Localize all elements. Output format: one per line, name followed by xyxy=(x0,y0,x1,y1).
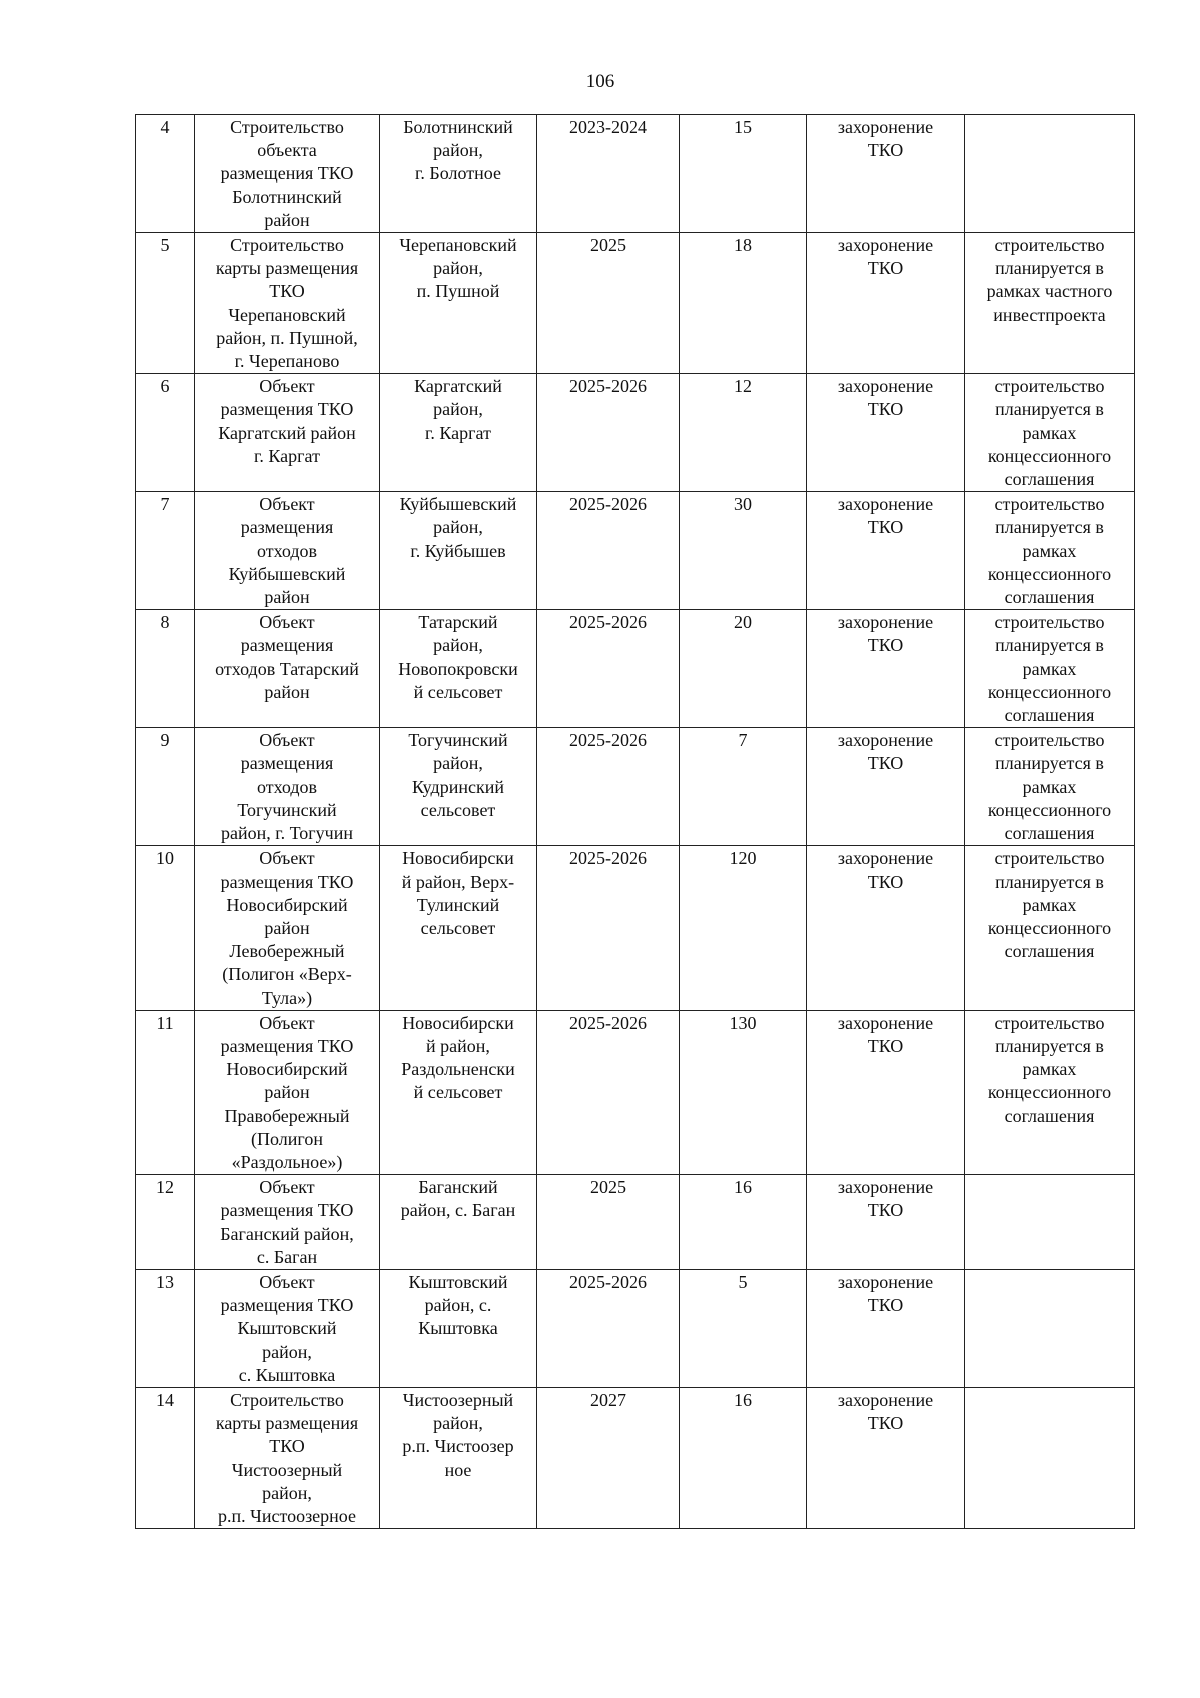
page-number: 106 xyxy=(585,71,615,92)
cell-number: 14 xyxy=(136,1387,195,1528)
cell-location-line: Татарский xyxy=(418,612,498,633)
cell-object-name-line: район xyxy=(264,917,310,938)
cell-location-line: г. Болотное xyxy=(415,163,501,184)
cell-note xyxy=(965,374,1135,492)
cell-note-line: концессионного xyxy=(987,563,1112,584)
cell-note-line: планируется в xyxy=(995,399,1104,420)
cell-object-name-line: карты размещения xyxy=(215,258,359,279)
cell-object-name xyxy=(195,1175,380,1270)
cell-object-name-line: размещения ТКО xyxy=(220,871,354,892)
cell-purpose-line: ТКО xyxy=(867,399,904,420)
cell-note-line: строительство xyxy=(994,494,1105,515)
cell-number: 5 xyxy=(136,233,195,374)
table-body xyxy=(136,115,1135,1529)
cell-object-name-line: (Полигон «Верх- xyxy=(222,964,352,985)
cell-number: 7 xyxy=(136,492,195,610)
cell-location-line: Новосибирски xyxy=(402,1012,514,1033)
cell-purpose-line: захоронение xyxy=(837,235,934,256)
cell-object-name-line: Объект xyxy=(259,848,315,869)
cell-note-line: планируется в xyxy=(995,753,1104,774)
cell-object-name-line: Тогучинский xyxy=(237,799,337,820)
cell-object-name-line: отходов xyxy=(256,776,318,797)
cell-object-name xyxy=(195,374,380,492)
cell-object-name-line: с. Баган xyxy=(256,1246,318,1267)
cell-location-line: г. Каргат xyxy=(425,422,491,443)
cell-note-line: соглашения xyxy=(1004,587,1095,608)
cell-purpose-line: захоронение xyxy=(837,376,934,397)
cell-location-line: й сельсовет xyxy=(413,681,503,702)
cell-location-line: район, xyxy=(433,753,483,774)
cell-location xyxy=(380,233,537,374)
cell-object-name-line: Левобережный xyxy=(229,941,345,962)
cell-note-line: планируется в xyxy=(995,1035,1104,1056)
table-row xyxy=(136,846,1135,1010)
cell-object-name-line: Правобережный xyxy=(224,1105,350,1126)
cell-period: 2025-2026 xyxy=(537,728,680,846)
cell-note xyxy=(965,1387,1135,1528)
cell-note-line: рамках частного xyxy=(986,281,1113,302)
cell-period: 2025-2026 xyxy=(537,492,680,610)
cell-number: 11 xyxy=(136,1010,195,1174)
cell-purpose-line: ТКО xyxy=(867,258,904,279)
cell-note xyxy=(965,492,1135,610)
cell-number: 12 xyxy=(136,1175,195,1270)
cell-purpose-line: ТКО xyxy=(867,635,904,656)
cell-capacity: 15 xyxy=(680,115,807,233)
cell-note xyxy=(965,610,1135,728)
cell-object-name-line: район, xyxy=(262,1482,312,1503)
cell-purpose-line: ТКО xyxy=(867,1200,904,1221)
cell-object-name-line: ТКО xyxy=(269,1436,305,1457)
cell-location-line: Новопокровски xyxy=(398,658,518,679)
cell-object-name-line: ТКО xyxy=(269,281,305,302)
cell-object-name-line: район xyxy=(264,587,310,608)
cell-note-line: соглашения xyxy=(1004,823,1095,844)
cell-purpose-line: захоронение xyxy=(837,1389,934,1410)
cell-location-line: й район, xyxy=(426,1035,490,1056)
cell-purpose-line: захоронение xyxy=(837,848,934,869)
cell-period: 2027 xyxy=(537,1387,680,1528)
cell-location-line: Кыштовский xyxy=(408,1271,508,1292)
cell-purpose-line: ТКО xyxy=(867,517,904,538)
cell-period: 2025-2026 xyxy=(537,1010,680,1174)
cell-location-line: Баганский xyxy=(418,1177,498,1198)
cell-object-name-line: размещения ТКО xyxy=(220,1295,354,1316)
cell-purpose-line: ТКО xyxy=(867,1413,904,1434)
cell-location xyxy=(380,374,537,492)
cell-period: 2025-2026 xyxy=(537,846,680,1010)
cell-location-line: Куйбышевский xyxy=(399,494,517,515)
cell-purpose-line: захоронение xyxy=(837,612,934,633)
cell-note-line: строительство xyxy=(994,235,1105,256)
cell-period: 2025-2026 xyxy=(537,374,680,492)
cell-note-line: рамках xyxy=(1022,422,1077,443)
table-row xyxy=(136,1010,1135,1174)
cell-object-name xyxy=(195,610,380,728)
facilities-table xyxy=(135,114,1135,1529)
cell-period: 2025-2026 xyxy=(537,610,680,728)
cell-object-name-line: (Полигон xyxy=(251,1128,323,1149)
cell-object-name-line: отходов Татарский xyxy=(215,658,359,679)
cell-note-line: рамках xyxy=(1022,894,1077,915)
cell-location-line: Тогучинский xyxy=(408,730,508,751)
cell-object-name-line: Новосибирский xyxy=(226,1059,348,1080)
cell-purpose xyxy=(807,374,965,492)
cell-note-line: строительство xyxy=(994,730,1105,751)
cell-location-line: район, xyxy=(433,635,483,656)
cell-object-name xyxy=(195,492,380,610)
cell-number: 6 xyxy=(136,374,195,492)
cell-number: 8 xyxy=(136,610,195,728)
cell-note-line: рамках xyxy=(1022,658,1077,679)
cell-object-name-line: район xyxy=(264,1082,310,1103)
cell-object-name xyxy=(195,1269,380,1387)
cell-note-line: соглашения xyxy=(1004,1105,1095,1126)
cell-purpose xyxy=(807,233,965,374)
cell-period: 2025 xyxy=(537,233,680,374)
cell-purpose-line: захоронение xyxy=(837,730,934,751)
cell-purpose-line: ТКО xyxy=(867,1035,904,1056)
cell-object-name-line: Объект xyxy=(259,612,315,633)
cell-note-line: рамках xyxy=(1022,776,1077,797)
cell-object-name-line: Болотнинский xyxy=(232,186,342,207)
cell-object-name-line: Кыштовский xyxy=(237,1318,337,1339)
cell-object-name-line: район xyxy=(264,681,310,702)
cell-object-name-line: размещения ТКО xyxy=(220,1035,354,1056)
cell-location xyxy=(380,610,537,728)
cell-note xyxy=(965,1175,1135,1270)
cell-object-name-line: Строительство xyxy=(230,117,344,137)
cell-location-line: сельсовет xyxy=(420,917,496,938)
cell-purpose-line: ТКО xyxy=(867,871,904,892)
cell-number: 10 xyxy=(136,846,195,1010)
cell-object-name-line: Черепановский xyxy=(228,304,346,325)
cell-location-line: п. Пушной xyxy=(416,281,500,302)
cell-purpose-line: захоронение xyxy=(837,494,934,515)
cell-note-line: рамках xyxy=(1022,540,1077,561)
cell-object-name-line: объекта xyxy=(257,140,317,161)
cell-purpose-line: захоронение xyxy=(837,1271,934,1292)
cell-note-line: рамках xyxy=(1022,1059,1077,1080)
cell-object-name-line: р.п. Чистоозерное xyxy=(217,1505,357,1526)
cell-location-line: район, xyxy=(433,258,483,279)
cell-location-line: район, с. Баган xyxy=(400,1200,516,1221)
cell-object-name xyxy=(195,1010,380,1174)
cell-object-name-line: г. Каргат xyxy=(254,445,320,466)
cell-location-line: Тулинский xyxy=(416,894,500,915)
cell-purpose-line: ТКО xyxy=(867,753,904,774)
cell-note-line: концессионного xyxy=(987,1082,1112,1103)
cell-capacity: 16 xyxy=(680,1175,807,1270)
cell-location xyxy=(380,846,537,1010)
cell-location xyxy=(380,1387,537,1528)
cell-number: 4 xyxy=(136,115,195,233)
table-row xyxy=(136,115,1135,233)
cell-location-line: й сельсовет xyxy=(413,1082,503,1103)
cell-location-line: сельсовет xyxy=(420,799,496,820)
cell-object-name-line: с. Кыштовка xyxy=(238,1364,336,1385)
cell-location-line: Новосибирски xyxy=(402,848,514,869)
cell-capacity: 12 xyxy=(680,374,807,492)
cell-note-line: инвестпроекта xyxy=(993,304,1106,325)
cell-note xyxy=(965,233,1135,374)
cell-location-line: Кудринский xyxy=(412,776,504,797)
cell-object-name-line: Объект xyxy=(259,1012,315,1033)
cell-location xyxy=(380,115,537,233)
cell-purpose-line: ТКО xyxy=(867,140,904,161)
cell-location-line: район, xyxy=(433,140,483,161)
cell-object-name-line: отходов xyxy=(256,540,318,561)
cell-location-line: район, xyxy=(433,1413,483,1434)
table-row xyxy=(136,728,1135,846)
cell-object-name-line: Объект xyxy=(259,376,315,397)
cell-capacity: 120 xyxy=(680,846,807,1010)
cell-object-name-line: Строительство xyxy=(230,235,344,256)
cell-location-line: Чистоозерный xyxy=(402,1389,514,1410)
cell-object-name-line: Каргатский район xyxy=(218,422,356,443)
cell-capacity: 20 xyxy=(680,610,807,728)
cell-capacity: 16 xyxy=(680,1387,807,1528)
cell-purpose xyxy=(807,1010,965,1174)
cell-purpose xyxy=(807,728,965,846)
cell-period: 2025-2026 xyxy=(537,1269,680,1387)
cell-object-name-line: Новосибирский xyxy=(226,894,348,915)
cell-number: 9 xyxy=(136,728,195,846)
cell-object-name-line: Объект xyxy=(259,1271,315,1292)
cell-purpose xyxy=(807,1175,965,1270)
cell-purpose xyxy=(807,492,965,610)
cell-location xyxy=(380,492,537,610)
table-row xyxy=(136,233,1135,374)
cell-purpose-line: ТКО xyxy=(867,1295,904,1316)
cell-period: 2023-2024 xyxy=(537,115,680,233)
cell-object-name-line: размещения xyxy=(240,753,334,774)
cell-note-line: соглашения xyxy=(1004,705,1095,726)
cell-object-name-line: Тула») xyxy=(261,987,313,1008)
cell-location-line: район, xyxy=(433,517,483,538)
cell-note xyxy=(965,115,1135,233)
cell-note-line: планируется в xyxy=(995,871,1104,892)
cell-location xyxy=(380,1175,537,1270)
cell-note xyxy=(965,1269,1135,1387)
cell-object-name-line: «Раздольное») xyxy=(231,1151,343,1172)
cell-note xyxy=(965,1010,1135,1174)
cell-object-name-line: г. Черепаново xyxy=(234,351,340,372)
cell-object-name-line: район xyxy=(264,209,310,230)
cell-note-line: строительство xyxy=(994,848,1105,869)
table-row xyxy=(136,1269,1135,1387)
cell-purpose-line: захоронение xyxy=(837,1177,934,1198)
cell-purpose-line: захоронение xyxy=(837,117,934,137)
cell-object-name-line: Объект xyxy=(259,730,315,751)
cell-purpose xyxy=(807,610,965,728)
cell-location xyxy=(380,1269,537,1387)
table-row xyxy=(136,374,1135,492)
table-row xyxy=(136,610,1135,728)
cell-location-line: район, xyxy=(433,399,483,420)
cell-capacity: 18 xyxy=(680,233,807,374)
cell-object-name-line: размещения ТКО xyxy=(220,163,354,184)
table-row xyxy=(136,1175,1135,1270)
table-row xyxy=(136,492,1135,610)
cell-location-line: ное xyxy=(444,1459,472,1480)
cell-note xyxy=(965,728,1135,846)
cell-object-name-line: Баганский район, xyxy=(220,1223,354,1244)
cell-object-name xyxy=(195,728,380,846)
table-row xyxy=(136,1387,1135,1528)
cell-location-line: Черепановский xyxy=(399,235,517,256)
cell-note-line: строительство xyxy=(994,1012,1105,1033)
cell-object-name-line: размещения xyxy=(240,517,334,538)
cell-purpose xyxy=(807,1387,965,1528)
cell-location xyxy=(380,728,537,846)
cell-capacity: 7 xyxy=(680,728,807,846)
cell-location-line: район, с. xyxy=(424,1295,492,1316)
cell-object-name xyxy=(195,115,380,233)
cell-location-line: г. Куйбышев xyxy=(410,540,506,561)
cell-object-name-line: район, г. Тогучин xyxy=(221,823,353,844)
cell-number: 13 xyxy=(136,1269,195,1387)
cell-object-name-line: карты размещения xyxy=(215,1413,359,1434)
cell-object-name xyxy=(195,1387,380,1528)
cell-location-line: Раздольненски xyxy=(401,1059,515,1080)
cell-object-name-line: размещения ТКО xyxy=(220,399,354,420)
cell-note xyxy=(965,846,1135,1010)
cell-location-line: Каргатский xyxy=(414,376,502,397)
cell-note-line: соглашения xyxy=(1004,941,1095,962)
cell-location xyxy=(380,1010,537,1174)
cell-purpose-line: захоронение xyxy=(837,1012,934,1033)
cell-location-line: р.п. Чистоозер xyxy=(402,1436,514,1457)
cell-capacity: 5 xyxy=(680,1269,807,1387)
cell-note-line: планируется в xyxy=(995,258,1104,279)
cell-note-line: планируется в xyxy=(995,635,1104,656)
cell-note-line: концессионного xyxy=(987,799,1112,820)
cell-note-line: соглашения xyxy=(1004,469,1095,490)
cell-note-line: концессионного xyxy=(987,681,1112,702)
cell-period: 2025 xyxy=(537,1175,680,1270)
cell-note-line: планируется в xyxy=(995,517,1104,538)
cell-location-line: й район, Верх- xyxy=(401,871,515,892)
cell-capacity: 30 xyxy=(680,492,807,610)
cell-object-name-line: Строительство xyxy=(230,1389,344,1410)
cell-object-name xyxy=(195,846,380,1010)
cell-purpose xyxy=(807,846,965,1010)
cell-capacity: 130 xyxy=(680,1010,807,1174)
cell-purpose xyxy=(807,115,965,233)
cell-object-name-line: район, xyxy=(262,1341,312,1362)
cell-object-name-line: Куйбышевский xyxy=(228,563,346,584)
cell-object-name xyxy=(195,233,380,374)
cell-purpose xyxy=(807,1269,965,1387)
cell-object-name-line: Объект xyxy=(259,494,315,515)
cell-note-line: строительство xyxy=(994,376,1105,397)
cell-object-name-line: Чистоозерный xyxy=(231,1459,343,1480)
cell-location-line: Болотнинский xyxy=(403,117,513,137)
cell-object-name-line: Объект xyxy=(259,1177,315,1198)
cell-object-name-line: район, п. Пушной, xyxy=(216,327,358,348)
cell-object-name-line: размещения xyxy=(240,635,334,656)
cell-note-line: концессионного xyxy=(987,917,1112,938)
cell-note-line: концессионного xyxy=(987,445,1112,466)
cell-note-line: строительство xyxy=(994,612,1105,633)
cell-object-name-line: размещения ТКО xyxy=(220,1200,354,1221)
cell-location-line: Кыштовка xyxy=(418,1318,498,1339)
